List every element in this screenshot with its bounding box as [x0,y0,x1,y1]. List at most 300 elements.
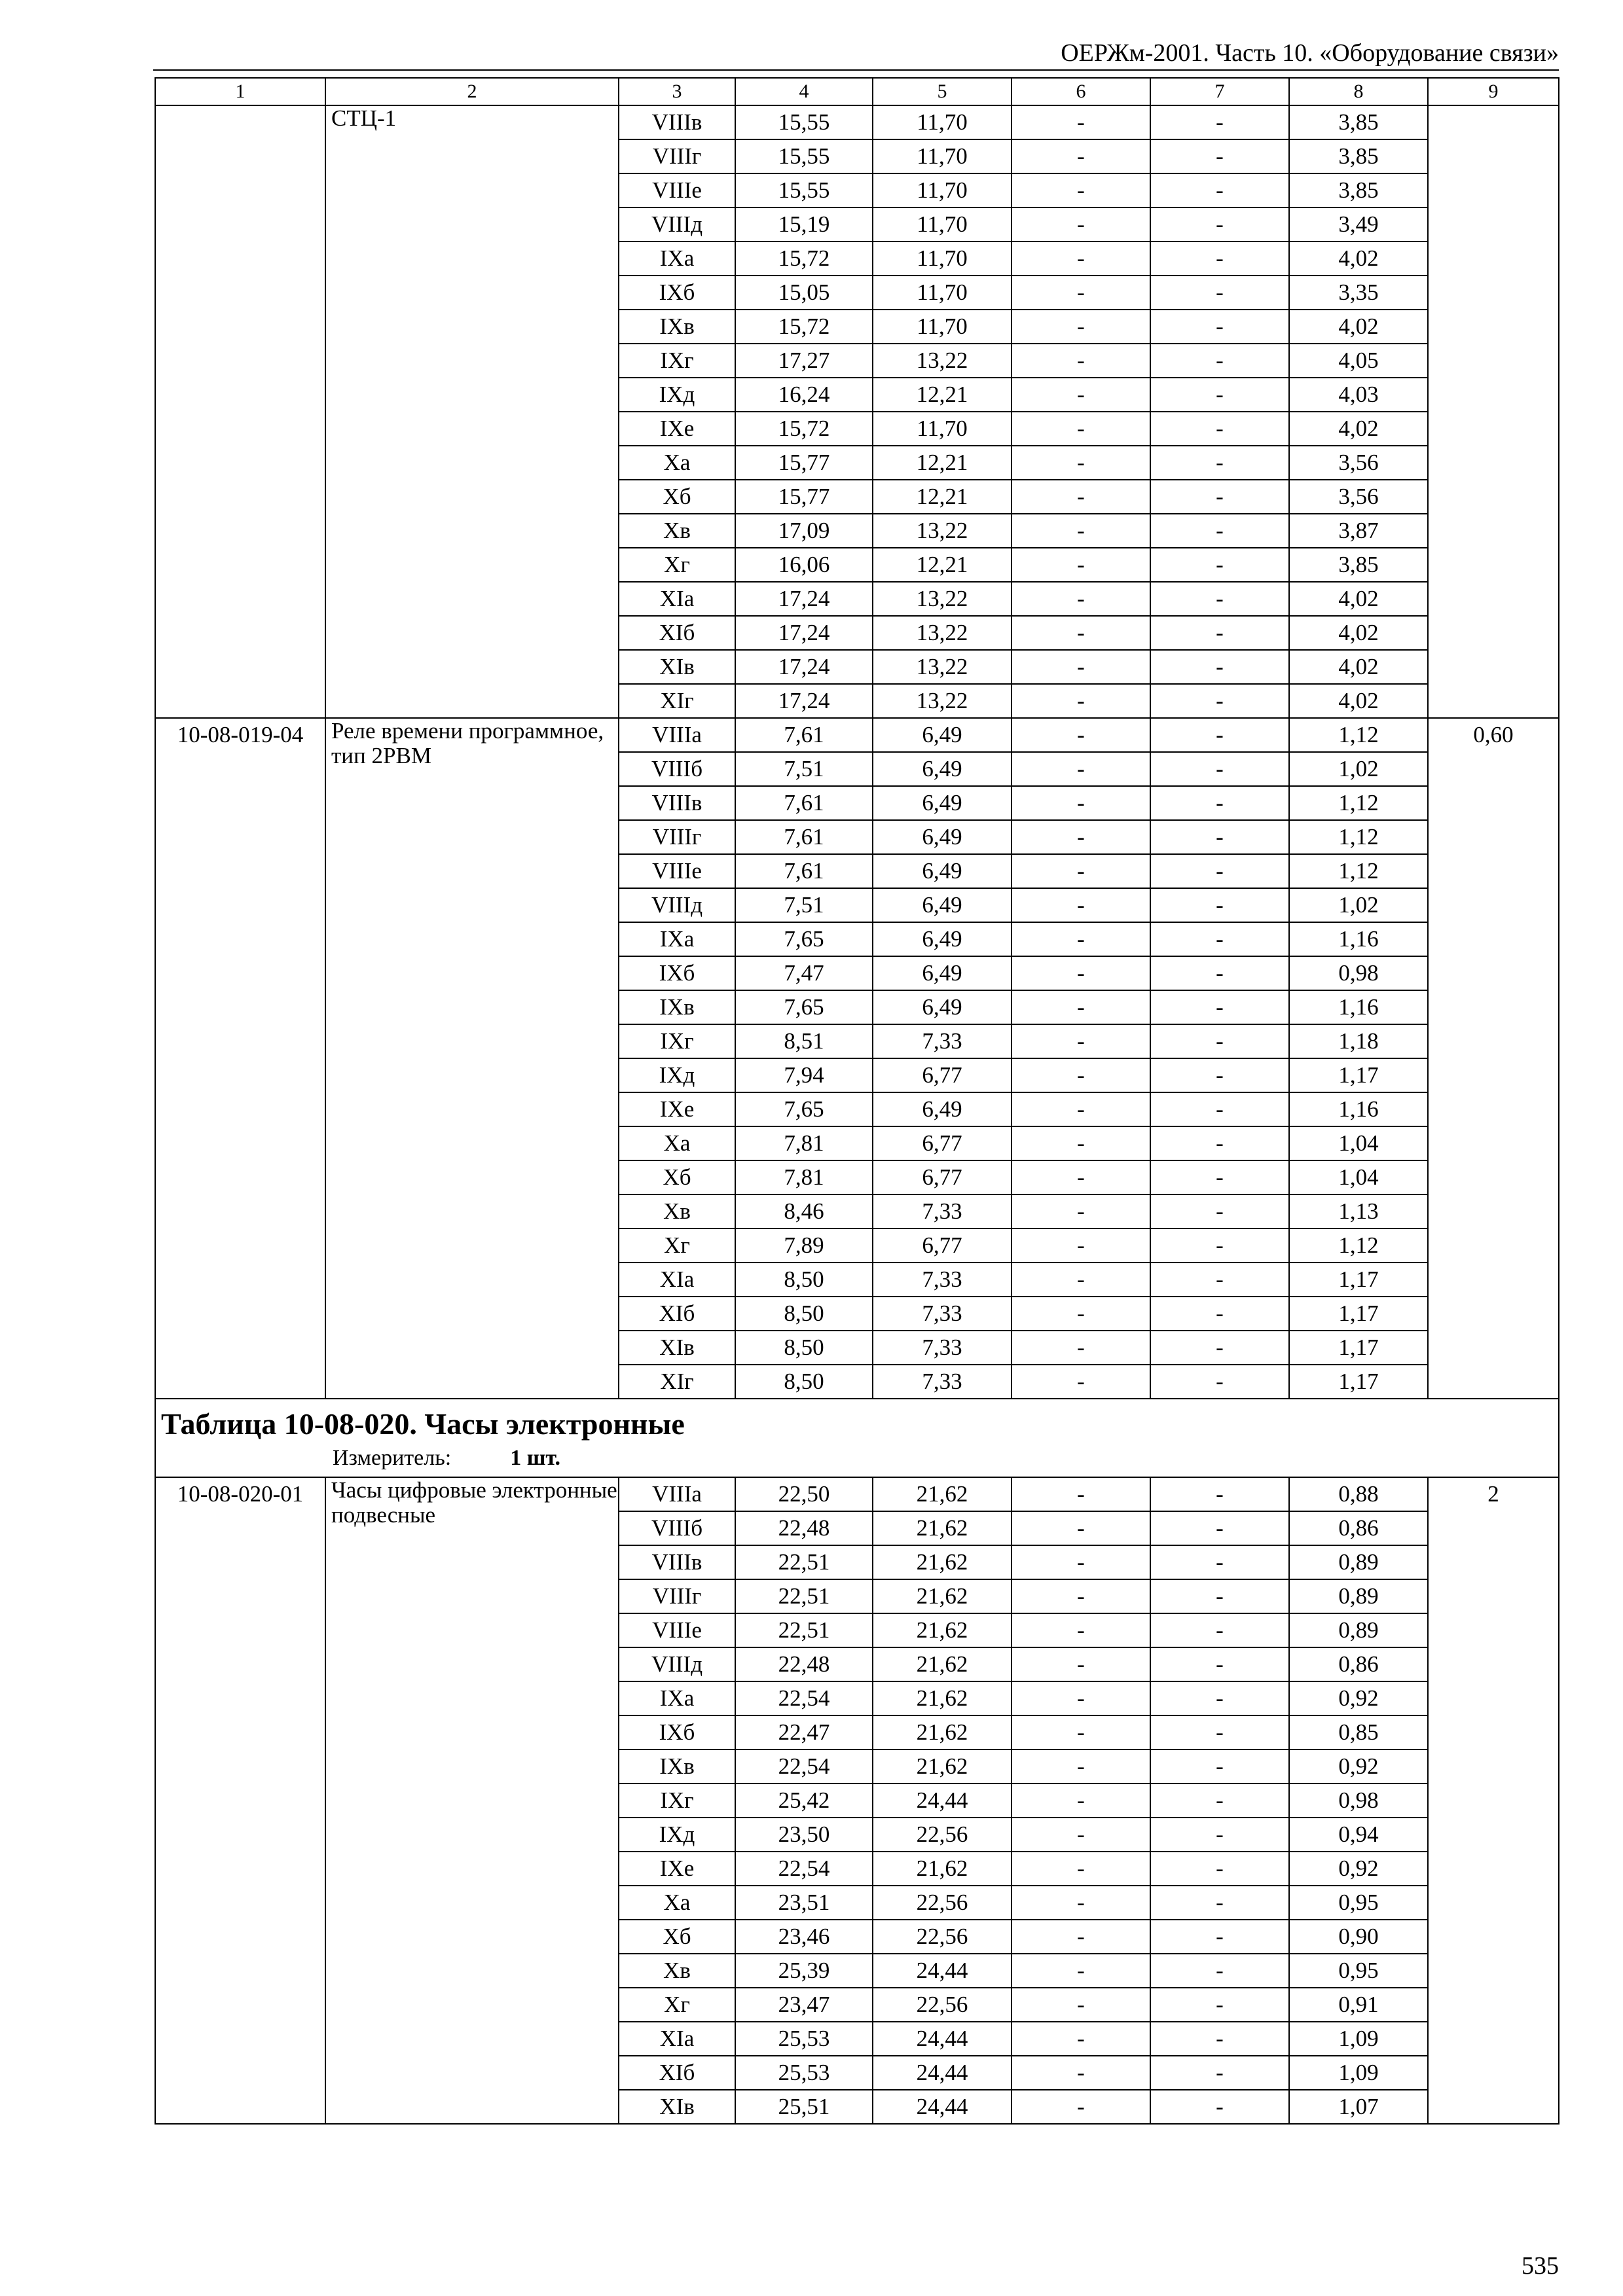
table-cell: - [1150,1954,1289,1988]
table-cell: 3,56 [1289,446,1428,480]
table-cell: 7,81 [735,1126,873,1160]
table-cell: - [1150,786,1289,820]
table-cell: XIб [619,616,735,650]
table-cell: 22,54 [735,1681,873,1715]
table-cell: - [1150,888,1289,922]
table-cell: 0,90 [1289,1920,1428,1954]
table-cell: - [1150,1920,1289,1954]
table-cell: 7,65 [735,990,873,1024]
table-cell: 0,89 [1289,1579,1428,1613]
table-cell: 0,94 [1289,1818,1428,1852]
table-cell: 7,33 [873,1297,1012,1331]
table-cell: - [1012,1749,1150,1784]
table-cell: - [1150,956,1289,990]
table-cell: - [1012,1229,1150,1263]
table-cell: - [1150,446,1289,480]
table-cell: - [1012,1681,1150,1715]
table-cell: 1,12 [1289,1229,1428,1263]
table-cell: 7,33 [873,1331,1012,1365]
table-cell: 11,70 [873,207,1012,242]
table-cell: 4,02 [1289,684,1428,718]
table-cell: 1,02 [1289,888,1428,922]
table-cell: - [1012,446,1150,480]
table-cell: 0,95 [1289,1886,1428,1920]
table-cell: Xа [619,1126,735,1160]
table-cell: 0,98 [1289,956,1428,990]
table-cell: - [1012,616,1150,650]
table-cell: - [1150,242,1289,276]
table-cell: XIб [619,2056,735,2090]
column-number: 1 [155,78,325,105]
table-cell: 1,18 [1289,1024,1428,1058]
table-cell: 24,44 [873,1784,1012,1818]
table-cell: 6,49 [873,888,1012,922]
table-cell: 1,16 [1289,990,1428,1024]
table-cell: VIIIа [619,1477,735,1511]
table-cell: - [1150,1160,1289,1194]
table-cell: - [1012,1852,1150,1886]
table-cell: 7,33 [873,1263,1012,1297]
page-header [153,37,1559,69]
table-cell: 7,94 [735,1058,873,1092]
table-cell: IXа [619,922,735,956]
table-cell: - [1150,1715,1289,1749]
table-cell: - [1012,854,1150,888]
table-cell: 22,47 [735,1715,873,1749]
table-cell: IXг [619,1784,735,1818]
table-cell: 11,70 [873,310,1012,344]
table-cell: 1,16 [1289,1092,1428,1126]
table-cell: 13,22 [873,344,1012,378]
table-cell: VIIIд [619,888,735,922]
table-cell: 16,06 [735,548,873,582]
table-cell: VIIIв [619,105,735,139]
table-cell: 22,56 [873,1886,1012,1920]
table-cell: 22,56 [873,1818,1012,1852]
table-cell: - [1150,1749,1289,1784]
table-cell: IXа [619,242,735,276]
table-cell: 25,39 [735,1954,873,1988]
table-cell: - [1150,1092,1289,1126]
table-cell: - [1150,1784,1289,1818]
table-cell: - [1150,1263,1289,1297]
table-cell: 17,24 [735,684,873,718]
table-cell: - [1150,344,1289,378]
table-cell: - [1150,207,1289,242]
table-cell: 15,77 [735,446,873,480]
table-cell: 24,44 [873,2090,1012,2124]
table-cell: - [1012,514,1150,548]
table-cell: - [1012,1647,1150,1681]
table-cell: - [1150,1297,1289,1331]
table-cell: 1,12 [1289,786,1428,820]
table-cell: 22,56 [873,1920,1012,1954]
table-cell: - [1150,1579,1289,1613]
table-cell: - [1012,990,1150,1024]
table-cell: - [1150,1194,1289,1229]
table-cell: - [1150,1331,1289,1365]
table-cell: 15,05 [735,276,873,310]
table-cell: 4,02 [1289,242,1428,276]
table-cell: - [1012,1988,1150,2022]
table-cell: - [1012,752,1150,786]
table-cell: IXг [619,344,735,378]
table-cell: 3,87 [1289,514,1428,548]
table-cell: 12,21 [873,446,1012,480]
table-cell: - [1012,1579,1150,1613]
table-cell: - [1012,1365,1150,1399]
table-cell: IXе [619,412,735,446]
table-cell: Xа [619,1886,735,1920]
table-cell: 25,42 [735,1784,873,1818]
table-cell: 6,77 [873,1160,1012,1194]
table-cell: 4,02 [1289,412,1428,446]
table-cell: Xв [619,514,735,548]
column-number: 6 [1012,78,1150,105]
table-cell: 7,61 [735,820,873,854]
table-cell: 7,51 [735,752,873,786]
running-head: ОЕРЖм-2001. Часть 10. «Оборудование связи» [1061,39,1559,67]
table-cell: - [1150,1126,1289,1160]
table-cell: 7,61 [735,854,873,888]
table-cell: - [1150,173,1289,207]
table-cell: - [1012,1545,1150,1579]
table-cell: - [1012,1818,1150,1852]
table-cell: 4,02 [1289,616,1428,650]
table-cell: - [1150,990,1289,1024]
table-cell: - [1150,1477,1289,1511]
table-cell: 25,51 [735,2090,873,2124]
table-cell: Xб [619,1920,735,1954]
column-number: 3 [619,78,735,105]
table-cell: Xб [619,480,735,514]
table-row [155,1477,1559,1511]
table-cell: - [1012,548,1150,582]
table-cell: - [1150,616,1289,650]
table-cell: - [1012,1126,1150,1160]
table-cell: - [1150,650,1289,684]
table-cell: XIв [619,650,735,684]
table-cell: - [1012,1715,1150,1749]
table-cell: 15,55 [735,139,873,173]
table-cell: 1,17 [1289,1263,1428,1297]
table-cell: 7,81 [735,1160,873,1194]
column-number: 9 [1428,78,1559,105]
table-cell: XIв [619,2090,735,2124]
table-cell: 12,21 [873,378,1012,412]
table-cell: 13,22 [873,582,1012,616]
table-cell: Xб [619,1160,735,1194]
table-cell: 6,49 [873,956,1012,990]
table-cell: 0,91 [1289,1988,1428,2022]
table-cell: 7,51 [735,888,873,922]
table-body [155,78,1559,2124]
table-cell: 15,55 [735,105,873,139]
table-cell: 3,85 [1289,548,1428,582]
table-cell: - [1012,1886,1150,1920]
table-cell: - [1150,310,1289,344]
table-cell: 1,04 [1289,1160,1428,1194]
table-cell: XIа [619,582,735,616]
table-cell: IXе [619,1092,735,1126]
table-cell: 15,72 [735,310,873,344]
table-cell: Xа [619,446,735,480]
table-cell: 7,33 [873,1194,1012,1229]
table-cell: 15,55 [735,173,873,207]
table-cell: - [1012,1331,1150,1365]
table-cell: 16,24 [735,378,873,412]
table-cell: 0,92 [1289,1749,1428,1784]
table-cell: 21,62 [873,1715,1012,1749]
table-cell: 0,88 [1289,1477,1428,1511]
table-cell: VIIIг [619,1579,735,1613]
table-cell: IXб [619,276,735,310]
table-cell: - [1012,242,1150,276]
table-cell: 17,24 [735,582,873,616]
table-cell: IXв [619,990,735,1024]
table-cell: 4,05 [1289,344,1428,378]
table-cell: 3,85 [1289,105,1428,139]
column-number-row [155,78,1559,105]
table-cell: Xв [619,1194,735,1229]
table-cell: 11,70 [873,173,1012,207]
table-cell: 17,24 [735,616,873,650]
table-cell: - [1012,888,1150,922]
table-cell: XIа [619,2022,735,2056]
table-cell: 6,49 [873,854,1012,888]
table-cell: 0,95 [1289,1954,1428,1988]
table-cell: - [1012,1477,1150,1511]
table-cell: - [1150,1852,1289,1886]
table-cell: 21,62 [873,1647,1012,1681]
table-cell: XIг [619,1365,735,1399]
table-cell: 17,09 [735,514,873,548]
table-cell: - [1012,1920,1150,1954]
table-cell: 3,85 [1289,139,1428,173]
table-cell: 7,61 [735,718,873,752]
item-col9: 0,60 [1428,718,1559,1399]
table-cell: 1,17 [1289,1058,1428,1092]
table-cell: 11,70 [873,105,1012,139]
table-cell: - [1150,1613,1289,1647]
unit-value: 1 шт. [510,1446,561,1470]
table-cell: VIIIа [619,718,735,752]
table-cell: 15,19 [735,207,873,242]
table-cell: XIб [619,1297,735,1331]
table-cell: 15,72 [735,242,873,276]
table-cell: - [1150,684,1289,718]
table-cell: - [1012,1613,1150,1647]
table-cell: 22,50 [735,1477,873,1511]
table-row [155,105,1559,139]
table-cell: - [1150,2022,1289,2056]
table-cell: - [1012,582,1150,616]
table-cell: 8,50 [735,1297,873,1331]
table-cell: - [1150,1058,1289,1092]
table-cell: - [1150,1988,1289,2022]
item-code [155,105,325,718]
table-cell: - [1012,480,1150,514]
table-cell: - [1150,139,1289,173]
table-cell: 4,03 [1289,378,1428,412]
table-cell: 23,46 [735,1920,873,1954]
table-cell: 1,17 [1289,1331,1428,1365]
table-cell: - [1150,752,1289,786]
table-cell: - [1012,820,1150,854]
table-cell: 17,24 [735,650,873,684]
table-cell: - [1012,344,1150,378]
table-cell: XIв [619,1331,735,1365]
table-cell: 13,22 [873,650,1012,684]
table-cell: VIIIб [619,752,735,786]
table-cell: IXб [619,1715,735,1749]
table-cell: VIIIе [619,173,735,207]
column-number: 4 [735,78,873,105]
table-cell: - [1012,139,1150,173]
table-cell: 21,62 [873,1477,1012,1511]
page-number: 535 [1522,2252,1559,2280]
table-cell: - [1012,650,1150,684]
table-cell: - [1012,378,1150,412]
table-cell: 0,98 [1289,1784,1428,1818]
table-cell: - [1150,1818,1289,1852]
table-cell: 4,02 [1289,650,1428,684]
table-cell: - [1012,207,1150,242]
table-cell: 11,70 [873,242,1012,276]
table-cell: 6,77 [873,1126,1012,1160]
table-cell: - [1012,1511,1150,1545]
table-cell: 0,86 [1289,1647,1428,1681]
table-cell: IXе [619,1852,735,1886]
table-cell: 1,13 [1289,1194,1428,1229]
table-cell: 6,49 [873,1092,1012,1126]
table-cell: VIIIв [619,1545,735,1579]
table-cell: 7,65 [735,1092,873,1126]
table-row [155,718,1559,752]
table-cell: - [1150,1886,1289,1920]
table-cell: 6,77 [873,1229,1012,1263]
table-cell: 25,53 [735,2022,873,2056]
table-cell: - [1150,1024,1289,1058]
table-cell: 8,50 [735,1263,873,1297]
table-cell: - [1150,582,1289,616]
item-name: СТЦ-1 [325,105,619,718]
table-cell: Xг [619,1229,735,1263]
table-cell: 0,89 [1289,1545,1428,1579]
table-cell: 3,49 [1289,207,1428,242]
table-cell: - [1150,1365,1289,1399]
table-cell: IXа [619,1681,735,1715]
table-cell: 13,22 [873,514,1012,548]
table-cell: - [1150,854,1289,888]
column-number: 8 [1289,78,1428,105]
table-cell: VIIIг [619,820,735,854]
table-cell: 1,12 [1289,718,1428,752]
table-cell: 6,49 [873,922,1012,956]
table-cell: VIIIд [619,207,735,242]
table-cell: 1,16 [1289,922,1428,956]
table-cell: 0,85 [1289,1715,1428,1749]
item-name: Реле времени программное, тип 2РВМ [325,718,619,1399]
table-cell: 11,70 [873,139,1012,173]
table-cell: - [1012,786,1150,820]
table-cell: IXд [619,1818,735,1852]
table-cell: 22,54 [735,1852,873,1886]
table-cell: 12,21 [873,548,1012,582]
item-col9: 2 [1428,1477,1559,2124]
section-header [155,1399,1559,1477]
table-cell: IXд [619,378,735,412]
table-cell: - [1150,1229,1289,1263]
table-cell: - [1012,1024,1150,1058]
table-cell: 6,49 [873,718,1012,752]
table-cell: 11,70 [873,276,1012,310]
table-cell: Xг [619,548,735,582]
table-cell: - [1012,1954,1150,1988]
table-cell: 17,27 [735,344,873,378]
item-name: Часы цифровые электронные подвесные [325,1477,619,2124]
table-cell: - [1012,1092,1150,1126]
table-cell: - [1012,718,1150,752]
table-cell: - [1150,412,1289,446]
table-cell: 8,50 [735,1365,873,1399]
table-cell: 0,89 [1289,1613,1428,1647]
rates-table [155,77,1559,2125]
table-cell: - [1012,956,1150,990]
table-cell: IXб [619,956,735,990]
table-cell: VIIIе [619,854,735,888]
table-cell: - [1012,1194,1150,1229]
table-cell: - [1150,1511,1289,1545]
table-cell: 7,65 [735,922,873,956]
table-cell: - [1150,105,1289,139]
table-cell: IXв [619,1749,735,1784]
table-cell: 3,35 [1289,276,1428,310]
table-cell: 15,72 [735,412,873,446]
table-cell: VIIIд [619,1647,735,1681]
table-cell: 0,86 [1289,1511,1428,1545]
table-cell: 15,77 [735,480,873,514]
table-cell: - [1150,548,1289,582]
table-cell: 3,56 [1289,480,1428,514]
table-cell: 6,49 [873,820,1012,854]
table-cell: - [1150,922,1289,956]
table-cell: - [1150,276,1289,310]
table-cell: VIIIг [619,139,735,173]
table-cell: 3,85 [1289,173,1428,207]
table-cell: 21,62 [873,1852,1012,1886]
table-cell: - [1150,378,1289,412]
column-number: 2 [325,78,619,105]
table-cell: - [1150,1545,1289,1579]
table-cell: 13,22 [873,616,1012,650]
item-col9 [1428,105,1559,718]
table-cell: - [1012,2022,1150,2056]
table-cell: 21,62 [873,1749,1012,1784]
table-cell: 22,48 [735,1647,873,1681]
table-cell: - [1012,2090,1150,2124]
table-cell: IXв [619,310,735,344]
table-cell: 1,17 [1289,1297,1428,1331]
column-number: 5 [873,78,1012,105]
unit-label: Измеритель: [333,1446,452,1470]
table-cell: - [1012,684,1150,718]
table-cell: - [1150,514,1289,548]
table-cell: 7,33 [873,1024,1012,1058]
table-cell: 1,17 [1289,1365,1428,1399]
item-code: 10-08-019-04 [155,718,325,1399]
table-cell: XIа [619,1263,735,1297]
